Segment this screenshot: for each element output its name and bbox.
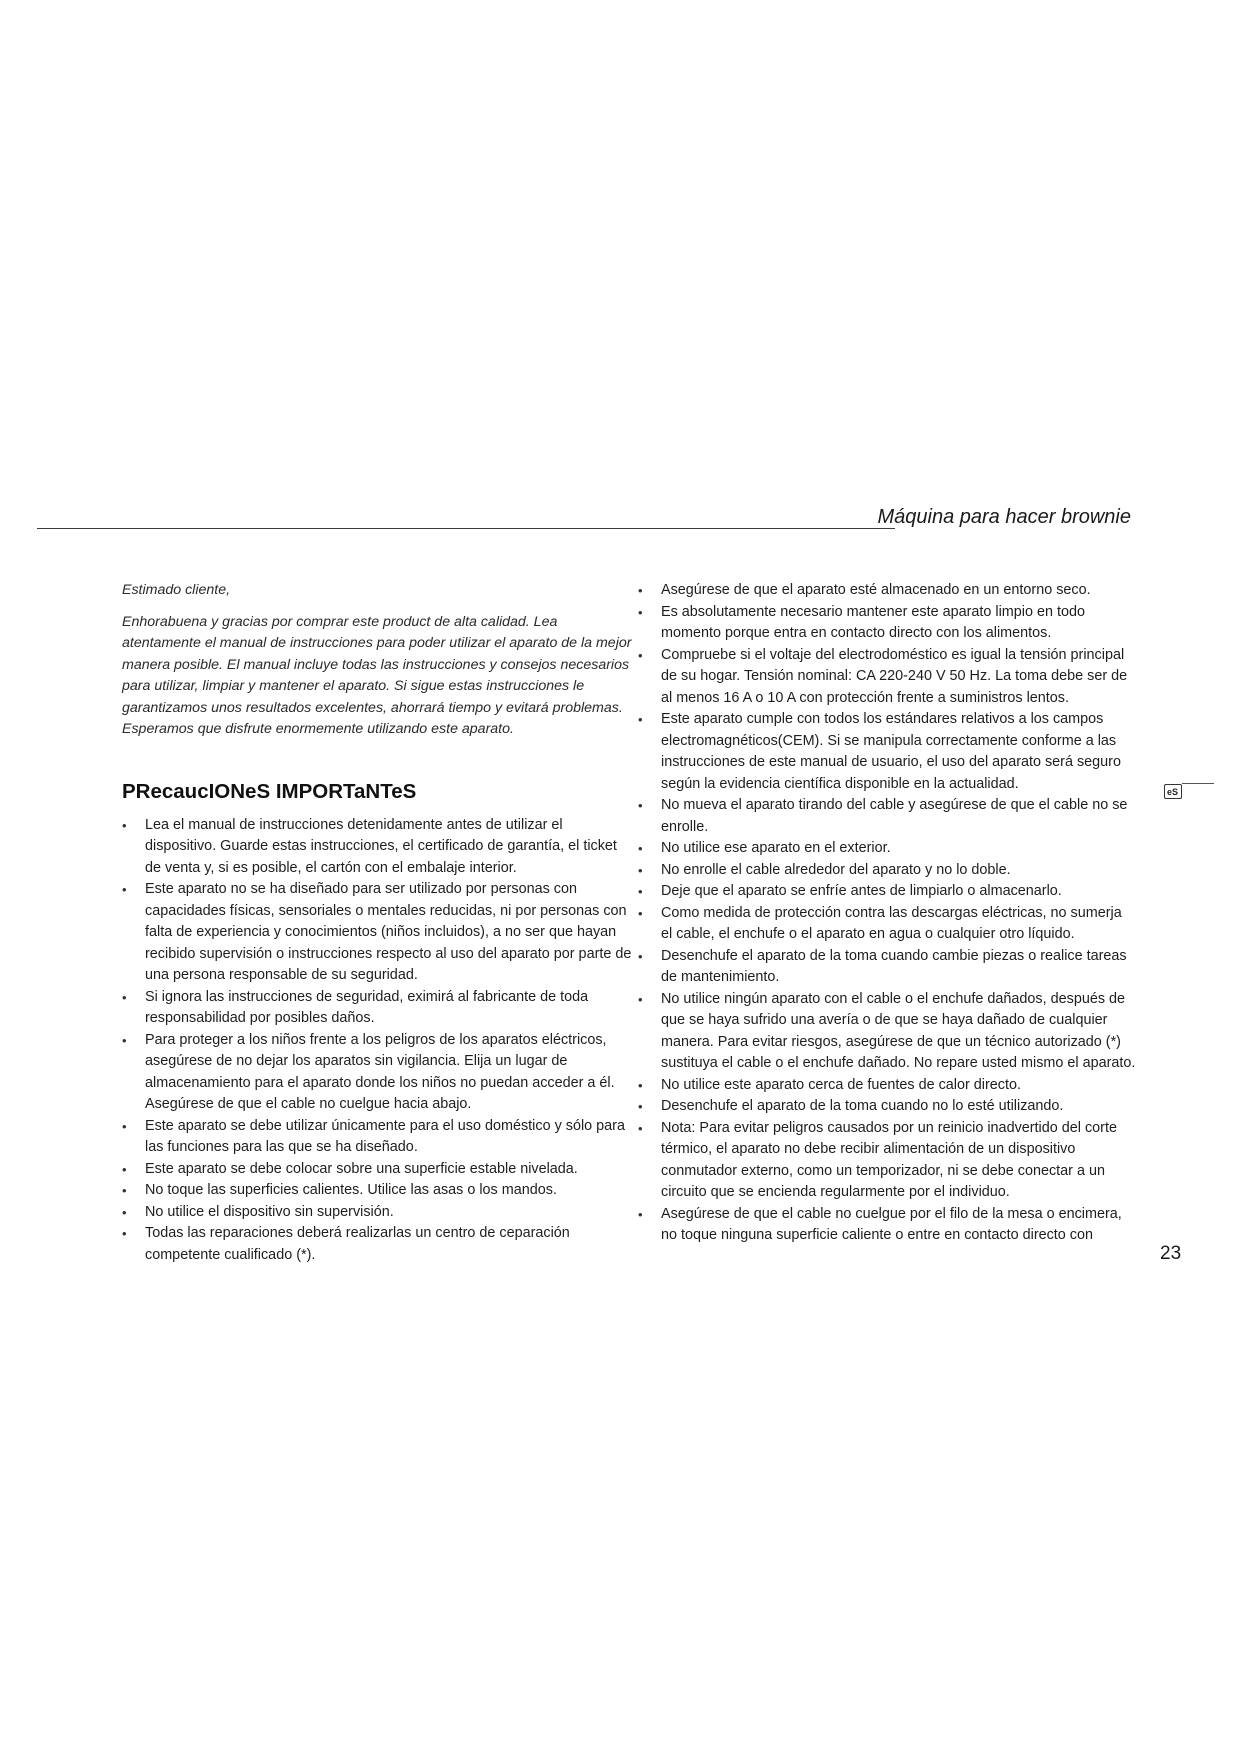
list-item-text: No utilice este aparato cerca de fuentes de calor directo. [661, 1076, 1021, 1093]
list-item-text: Este aparato cumple con todos los estándares relativos a los campos electromagnéticos(CEM). Si se manipula correctamente conforme a las instrucciones de este manual de usuario, el uso del aparato será seguro según la evidencia científica disponible en la actualidad. [661, 711, 1121, 792]
section-heading: PRecaucIONeS IMPORTaNTeS [122, 779, 417, 803]
list-item [122, 1159, 634, 1181]
list-item-text: Para proteger a los niños frente a los peligros de los aparatos eléctricos, asegúrese de no dejar los aparatos sin vigilancia. Elija un lugar de almacenamiento para el aparato donde los niños no puedan acceder a él. Asegúrese de que el cable no cuelgue hacia abajo. [145, 1031, 615, 1112]
list-item-text: No mueva el aparato tirando del cable y asegúrese de que el cable no se enrolle. [661, 797, 1128, 835]
list-item-text: Asegúrese de que el cable no cuelgue por el filo de la mesa o encimera, no toque ninguna superficie caliente o entre en contacto directo con [661, 1205, 1122, 1243]
list-item [638, 881, 1136, 903]
list-item-text: No toque las superficies calientes. Utilice las asas o los mandos. [145, 1182, 557, 1198]
list-item [638, 795, 1136, 838]
list-item [638, 860, 1136, 882]
list-item-text: Si ignora las instrucciones de seguridad, eximirá al fabricante de toda responsabilidad por posibles daños. [145, 988, 589, 1026]
list-item [638, 602, 1136, 645]
precautions-list-left [122, 815, 634, 1267]
list-item [122, 1202, 634, 1224]
list-item [122, 987, 634, 1030]
page-number: 23 [1160, 1243, 1182, 1264]
list-item [638, 1118, 1136, 1204]
list-item-text: Desenchufe el aparato de la toma cuando cambie piezas o realice tareas de mantenimiento. [661, 947, 1127, 985]
list-item [122, 1180, 634, 1202]
list-item [638, 1204, 1136, 1247]
list-item [638, 989, 1136, 1075]
page-header-title: Máquina para hacer brownie [877, 506, 1131, 528]
language-tab-line [1182, 783, 1214, 784]
list-item-text: Desenchufe el aparato de la toma cuando no lo esté utilizando. [661, 1098, 1064, 1114]
list-item-text: Este aparato se debe colocar sobre una superficie estable nivelada. [145, 1160, 578, 1177]
list-item [122, 1116, 634, 1159]
list-item [638, 1075, 1136, 1097]
list-item-text: Deje que el aparato se enfríe antes de limpiarlo o almacenarlo. [661, 883, 1062, 899]
list-item [638, 1096, 1136, 1118]
list-item [122, 879, 634, 987]
list-item-text: No utilice ningún aparato con el cable o el enchufe dañados, después de que se haya sufrido una avería o de que se haya dañado de cualquier manera. Para evitar riesgos, asegúrese de que un técnico autorizado (*) sustituya el cable o el enchufe dañado. No repare usted mismo el aparato. [661, 990, 1136, 1071]
list-item-text: Lea el manual de instrucciones detenidamente antes de utilizar el dispositivo. Guarde estas instrucciones, el certificado de garantía, el ticket de venta y, si es posible, el cartón con el embalaje interior. [145, 816, 617, 876]
header-rule [37, 528, 895, 529]
list-item [638, 580, 1136, 602]
list-item-text: Este aparato no se ha diseñado para ser utilizado por personas con capacidades físicas, sensoriales o mentales reducidas, ni por personas con falta de experiencia y conocimientos (niños incluidos), a no ser que hayan recibido supervisión o instrucciones respecto al uso del aparato por parte de una persona responsable de su seguridad. [145, 881, 632, 983]
intro [122, 580, 634, 741]
list-item-text: Compruebe si el voltaje del electrodoméstico es igual la tensión principal de su hogar. Tensión nominal: CA 220-240 V 50 Hz. La toma debe ser de al menos 16 A o 10 A con protección frente a suministros lentos. [661, 646, 1128, 706]
list-item [638, 709, 1136, 795]
list-item-text: No enrolle el cable alrededor del aparato y no lo doble. [661, 861, 1011, 878]
salutation: Estimado cliente, [122, 582, 231, 598]
left-column [122, 580, 634, 1266]
precautions-list-right [638, 580, 1136, 1247]
list-item [122, 815, 634, 880]
list-item [122, 1030, 634, 1116]
list-item-text: No utilice ese aparato en el exterior. [661, 840, 891, 856]
list-item-text: No utilice el dispositivo sin supervisión. [145, 1203, 394, 1220]
intro-paragraph: Enhorabuena y gracias por comprar este product de alta calidad. Lea atentamente el manual de instrucciones para poder utilizar el aparato de la mejor manera posible. El manual incluye todas las instrucciones y consejos necesarios para utilizar, limpiar y mantener el aparato. Si sigue estas instrucciones le garantizamos unos resultados excelentes, ahorrará tiempo y evitará problemas. Esperamos que disfrute enormemente utilizando este aparato. [122, 613, 632, 737]
list-item [638, 645, 1136, 710]
list-item [638, 946, 1136, 989]
right-column [638, 580, 1136, 1247]
list-item-text: Es absolutamente necesario mantener este aparato limpio en todo momento porque entra en contacto directo con los alimentos. [661, 603, 1085, 641]
list-item [638, 838, 1136, 860]
list-item [638, 903, 1136, 946]
list-item-text: Este aparato se debe utilizar únicamente para el uso doméstico y sólo para las funciones para las que se ha diseñado. [145, 1117, 625, 1155]
list-item-text: Asegúrese de que el aparato esté almacenado en un entorno seco. [661, 582, 1091, 598]
language-tab: eS [1164, 784, 1182, 799]
list-item-text: Nota: Para evitar peligros causados por un reinicio inadvertido del corte térmico, el aparato no debe recibir alimentación de un dispositivo conmutador externo, como un temporizador, ni se debe conectar a un circuito que se encienda regularmente por el individuo. [661, 1119, 1117, 1200]
list-item [122, 1223, 634, 1266]
list-item-text: Como medida de protección contra las descargas eléctricas, no sumerja el cable, el enchufe o el aparato en agua o cualquier otro líquido. [661, 904, 1122, 942]
list-item-text: Todas las reparaciones deberá realizarlas un centro de ceparación competente cualificado (*). [145, 1225, 570, 1263]
